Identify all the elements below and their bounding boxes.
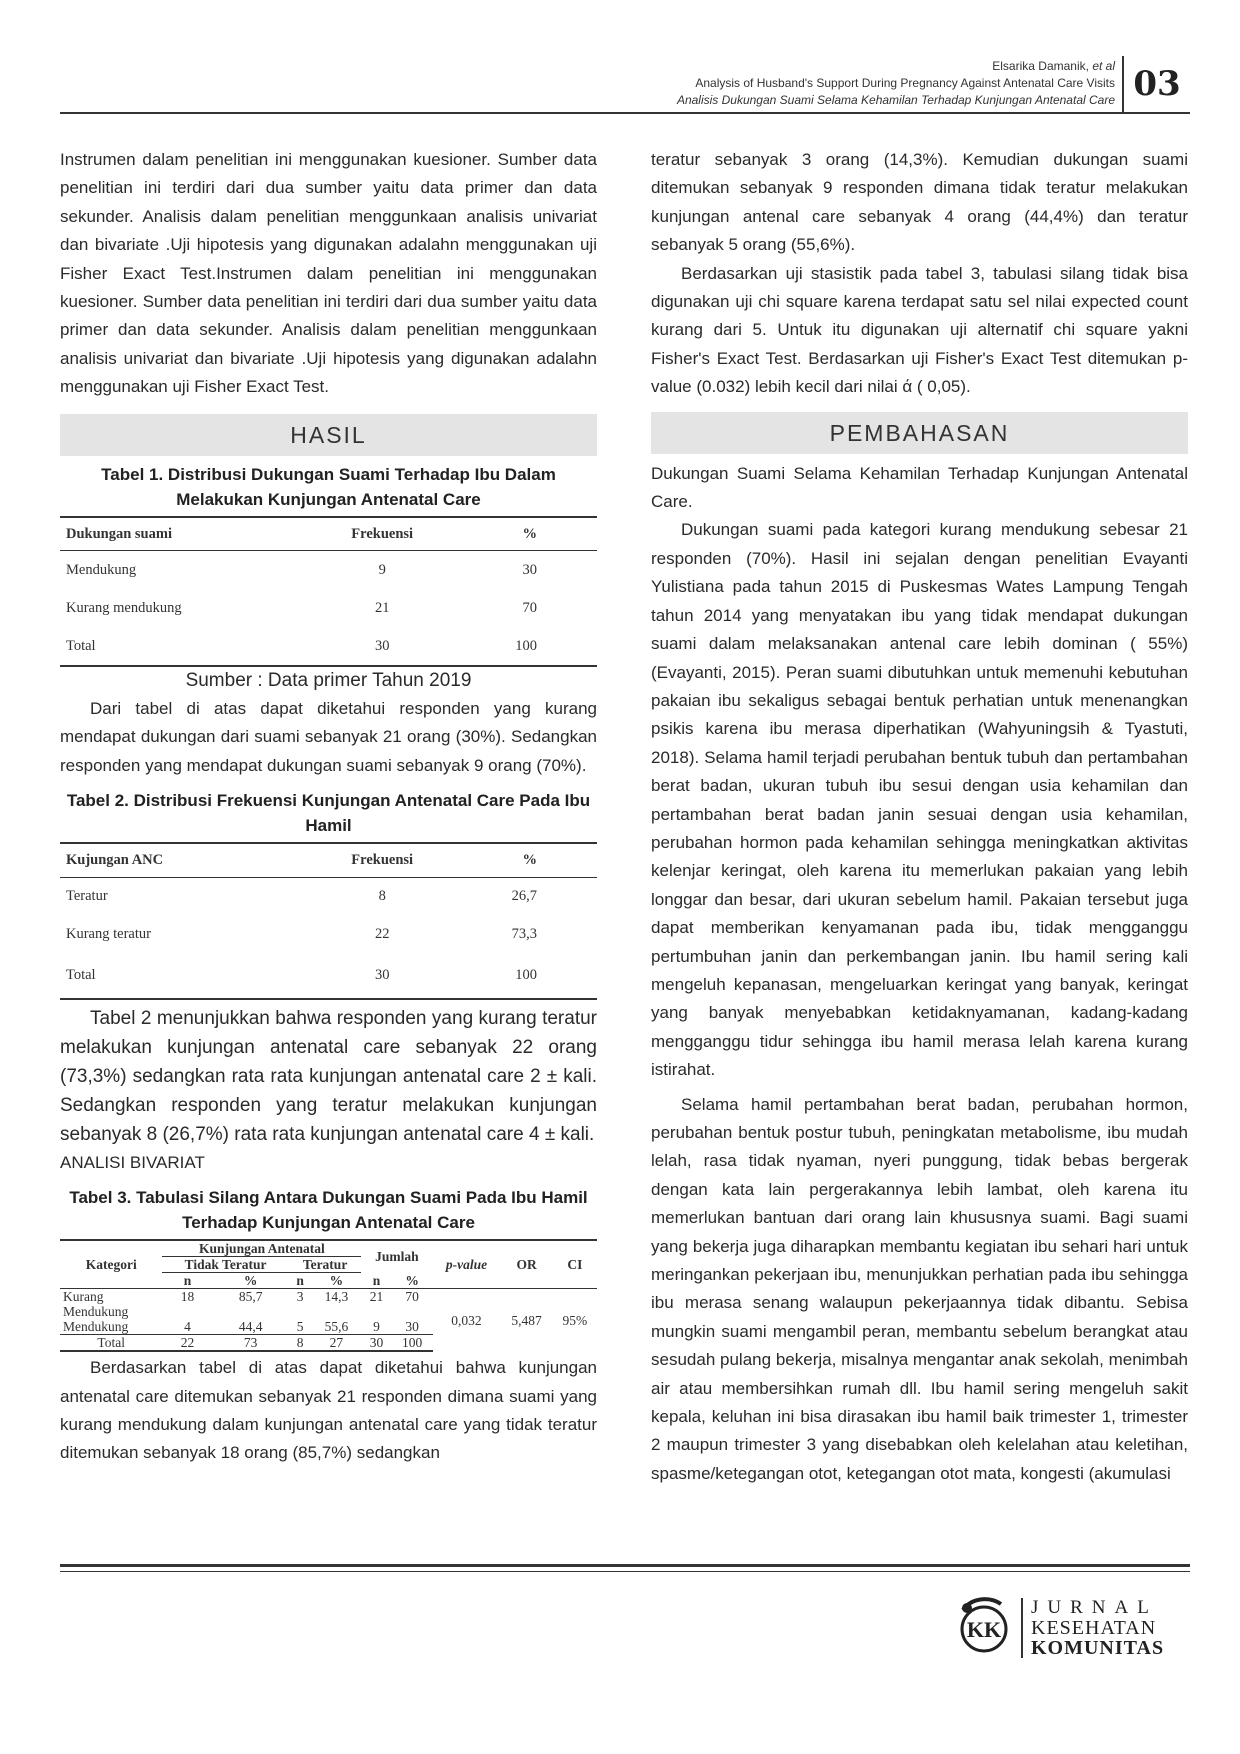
table-row: [60, 627, 597, 666]
table-cell: 27: [311, 1335, 361, 1352]
intro-paragraph: Instrumen dalam penelitian ini menggunakan kuesioner. Sumber data penelitian ini terdiri dari dua sumber yaitu data primer dan data sekunder. Analisis dalam penelitian menggunkaan analisis univariat dan bivariate .Uji hipotesis yang digunakan adalahn menggunakan uji Fisher Exact Test.Instrumen dalam penelitian ini menggunakan kuesioner. Sumber data penelitian ini terdiri dari dua sumber yaitu data primer dan data sekunder. Analisis dalam penelitian menggunkaan analisis univariat dan bivariate .Uji hipotesis yang digunakan adalahn menggunakan uji Fisher Exact Test.: [60, 150, 597, 397]
journal-logo-mark-icon: [955, 1596, 1013, 1658]
table-header: CI: [553, 1240, 597, 1289]
result-paragraph-1: Dari tabel di atas dapat diketahui responden yang kurang mendapat dukungan dari suami sebanyak 21 orang (30%). Sedangkan responden yang mendapat dukungan suami sebanyak 9 orang (70%).: [60, 699, 597, 775]
table-cell: Teratur: [66, 888, 108, 905]
result-paragraph-5: Berdasarkan uji stasistik pada tabel 3, tabulasi silang tidak bisa digunakan uji chi square karena terdapat satu sel nilai expected count kurang dari 5. Untuk itu digunakan uji alternatif chi square yakni Fisher's Exact Test. Berdasarkan uji Fisher's Exact Test ditemukan p-value (0.032) lebih kecil dari nilai ά ( 0,05).: [651, 263, 1188, 397]
footer-rule-thin: [60, 1571, 1190, 1572]
table-cell: 14,3: [324, 1289, 349, 1305]
table-cell: Mendukung: [63, 1304, 129, 1320]
header-rule: [60, 112, 1190, 114]
table-header: Frekuensi: [302, 843, 463, 877]
right-column: [651, 146, 1188, 1488]
table-cell: 9: [378, 561, 386, 578]
result-paragraph-3: Berdasarkan tabel di atas dapat diketahui bahwa kunjungan antenatal care ditemukan sebanyak 21 responden dimana suami yang kurang mendukung dalam kunjungan antenatal care yang tidak teratur ditemukan sebanyak 18 orang (85,7%) sedangkan: [60, 1358, 597, 1463]
table-row: [60, 954, 597, 999]
table-row: [60, 877, 597, 916]
table3: [60, 1239, 597, 1352]
table-cell: 100: [463, 954, 597, 999]
table-cell: [361, 1304, 391, 1319]
section-heading-hasil: HASIL: [60, 414, 597, 456]
table-cell: 8: [378, 888, 386, 905]
table-row: [60, 589, 597, 627]
table-cell: Total: [60, 627, 302, 666]
table2-caption: Tabel 2. Distribusi Frekuensi Kunjungan Antenatal Care Pada Ibu Hamil: [66, 791, 591, 836]
page-number: 03: [1122, 56, 1190, 112]
table-cell: 73: [213, 1335, 289, 1352]
table-header: %: [463, 843, 597, 877]
running-head-authors: [677, 58, 1115, 75]
table-header-row: [60, 517, 597, 551]
discussion-paragraph-2: Selama hamil pertambahan berat badan, perubahan hormon, perubahan bentuk postur tubuh, peningkatan metabolisme, ibu mudah lelah, rasa tidak nyaman, nyeri punggung, tidak bebas bergerak dengan kata lain pergerakannya lebih lambat, oleh karena itu memerlukan bantuan dari orang lain khususnya suami. Bagi suami yang bekerja juga diharapkan membantu kegiatan ibu sehari hari untuk meringankan pekerjaan ibu, menunjukkan perhatian pada ibu sehingga ibu merasa senang walaupun pekerjaannya tidak dibantu. Sebisa mungkin suami mengambil peran, membantu sebelum berangkat atau sesudah pulang bekerja, misalnya mengantar anak sekolah, menimbah air atau membersihkan rumah dll. Ibu hamil sering mengeluh sakit kepala, keluhan ini bisa dirasakan ibu hamil baik trimester 1, trimester 2 maupun trimester 3 yang disebabkan oleh kelelahan atau keletihan, spasme/ketegangan otot, ketegangan otot mata, kongesti (akumulasi: [651, 1094, 1188, 1483]
table-cell: 21: [374, 599, 390, 616]
table-cell: [213, 1304, 289, 1319]
author-etal: et al: [1092, 59, 1115, 73]
table-cell: 100: [392, 1335, 433, 1352]
footer-rule: [60, 1564, 1190, 1567]
table-cell: 85,7: [238, 1289, 263, 1305]
table-header: Dukungan suami: [60, 517, 302, 551]
table-cell: 22: [162, 1335, 212, 1352]
table-cell: 30: [302, 954, 463, 999]
table-header: n: [289, 1273, 312, 1289]
discussion-subheading: Dukungan Suami Selama Kehamilan Terhadap Kunjungan Antenatal Care.: [651, 463, 1188, 512]
table-row: [60, 551, 597, 590]
table-cell: Kurang: [63, 1289, 104, 1305]
table1-caption: Tabel 1. Distribusi Dukungan Suami Terhadap Ibu Dalam Melakukan Kunjungan Antenatal Care: [101, 464, 556, 509]
table-cell: 5: [289, 1319, 312, 1335]
table-header: p-value: [433, 1240, 501, 1289]
table-cell: 73,3: [511, 926, 537, 943]
author-name: Elsarika Damanik,: [992, 59, 1089, 73]
table-cell: 22: [374, 926, 390, 943]
journal-logo: [955, 1596, 1190, 1666]
logo-divider: [1021, 1598, 1023, 1658]
table-row: [60, 1289, 597, 1305]
table-header: Frekuensi: [302, 517, 463, 551]
table-header: Kunjungan Antenatal: [162, 1240, 361, 1257]
table-cell: Kurang teratur: [66, 926, 151, 943]
table-header: Teratur: [289, 1257, 362, 1273]
left-column: [60, 146, 597, 1468]
table-cell: 9: [361, 1319, 391, 1335]
logo-text: [1031, 1598, 1164, 1658]
logo-mark-text: KK: [966, 1617, 1002, 1642]
table-cell: 18: [180, 1289, 195, 1305]
table2: [60, 842, 597, 999]
table-header: Tidak Teratur: [162, 1257, 288, 1273]
logo-line-kesehatan: KESEHATAN: [1031, 1617, 1157, 1639]
table-cell: 55,6: [311, 1319, 361, 1335]
table-cell: 26,7: [511, 888, 537, 905]
table-row: [60, 916, 597, 954]
table-cell: [289, 1304, 312, 1319]
running-head-title-id: Analisis Dukungan Suami Selama Kehamilan Terhadap Kunjungan Antenatal Care: [676, 93, 1115, 107]
table-cell: 5,487: [511, 1312, 542, 1328]
table-header-row: [60, 843, 597, 877]
table-cell: 30: [522, 561, 537, 578]
table-header: %: [392, 1273, 433, 1289]
table-cell: [162, 1304, 212, 1319]
running-head-title-en: Analysis of Husband's Support During Pregnancy Against Antenatal Care Visits: [695, 76, 1115, 90]
logo-line-komunitas: KOMUNITAS: [1031, 1637, 1165, 1659]
table-header: n: [361, 1273, 391, 1289]
subheading-bivariat: ANALISI BIVARIAT: [60, 1152, 205, 1172]
table-cell: 100: [463, 627, 597, 666]
table-header: %: [213, 1273, 289, 1289]
table-cell: Total: [60, 1335, 162, 1352]
table-cell: 8: [289, 1335, 312, 1352]
result-paragraph-2: Tabel 2 menunjukkan bahwa responden yang kurang teratur melakukan kunjungan antenatal care sebanyak 22 orang (73,3%) sedangkan rata rata kunjungan antenatal care 2 ± kali. Sedangkan responden yang teratur melakukan kunjungan sebanyak 8 (26,7%) rata rata kunjungan antenatal care 4 ± kali.: [60, 1007, 597, 1145]
table-cell: Mendukung: [66, 561, 137, 578]
table-cell: 21: [369, 1289, 384, 1305]
table-header: Jumlah: [361, 1240, 432, 1273]
table-cell: 4: [162, 1319, 212, 1335]
table-cell: [311, 1304, 361, 1319]
table-header: Kategori: [60, 1240, 162, 1289]
table-header: Kujungan ANC: [60, 843, 302, 877]
table-cell: Kurang mendukung: [66, 599, 182, 616]
table-cell: Total: [60, 954, 302, 999]
section-heading-pembahasan: PEMBAHASAN: [651, 412, 1188, 454]
table-header-row: [60, 1240, 597, 1257]
table-header: %: [463, 517, 597, 551]
table-cell: 44,4: [213, 1319, 289, 1335]
result-paragraph-4: teratur sebanyak 3 orang (14,3%). Kemudian dukungan suami ditemukan sebanyak 9 responden dimana tidak teratur melakukan kunjungan antenal care sebanyak 4 orang (44,4%) dan teratur sebanyak 5 orang (55,6%).: [651, 150, 1188, 255]
table-cell: 95%: [562, 1312, 588, 1328]
table-cell: Mendukung: [60, 1319, 162, 1335]
table-cell: 70: [405, 1289, 419, 1305]
table3-caption: Tabel 3. Tabulasi Silang Antara Dukungan Suami Pada Ibu Hamil Terhadap Kunjungan Antenatal Care: [69, 1188, 588, 1233]
discussion-paragraph-1: Dukungan suami pada kategori kurang mendukung sebesar 21 responden (70%). Hasil ini sejalan dengan penelitian Evayanti Yulistiana pada tahun 2015 di Puskesmas Wates Lampung Tengah tahun 2014 yang menyatakan ibu yang tidak mendapat dukungan suami dalam melaksanakan antenal care lebih dominan ( 55%) (Evayanti, 2015). Peran suami dibutuhkan untuk memenuhi kebutuhan pakaian ibu sekaligus sebagai bentuk perhatian untuk menenangkan psikis karena ibu merasa diperhatikan (Wahyuningsih & Tyastuti, 2018). Selama hamil terjadi perubahan bentuk tubuh dan pertambahan berat badan, ukuran tubuh ibu sesui dengan usia kehamilan dan pertambahan berat badan janin sesuai dengan usia kehamilan, perubahan hormon pada kehamilan sehingga meningkatkan aktivitas kelenjar keringat, oleh karena itu memerlukan pakaian yang lebih longgar dan besar, dari ukuran sebelum hamil. Pakaian tersebut juga dapat memberikan kenyamanan pada ibu, tidak mengganggu pertumbuhan janin dan perkembangan janin. Ibu hamil sering kali mengeluh kepanasan, mengeluarkan keringat yang banyak, keringat yang banyak menyebabkan ketidaknyamanan, kadang-kadang mengganggu tidur sehingga ibu hamil merasa lelah karena kurang istirahat.: [651, 520, 1188, 1080]
table-header: %: [311, 1273, 361, 1289]
table-header: n: [162, 1273, 212, 1289]
table-cell: 3: [296, 1289, 304, 1305]
running-head: [677, 58, 1115, 109]
logo-line-jurnal: JURNAL: [1031, 1597, 1158, 1618]
table1-source: Sumber : Data primer Tahun 2019: [185, 670, 472, 692]
table-cell: 70: [522, 599, 537, 616]
table-cell: [392, 1304, 433, 1319]
table-cell: 30: [361, 1335, 391, 1352]
table1: [60, 516, 597, 667]
table-header: OR: [500, 1240, 552, 1289]
table-cell: 30: [392, 1319, 433, 1335]
table-cell: 30: [302, 627, 463, 666]
table-cell: 0,032: [451, 1312, 482, 1328]
